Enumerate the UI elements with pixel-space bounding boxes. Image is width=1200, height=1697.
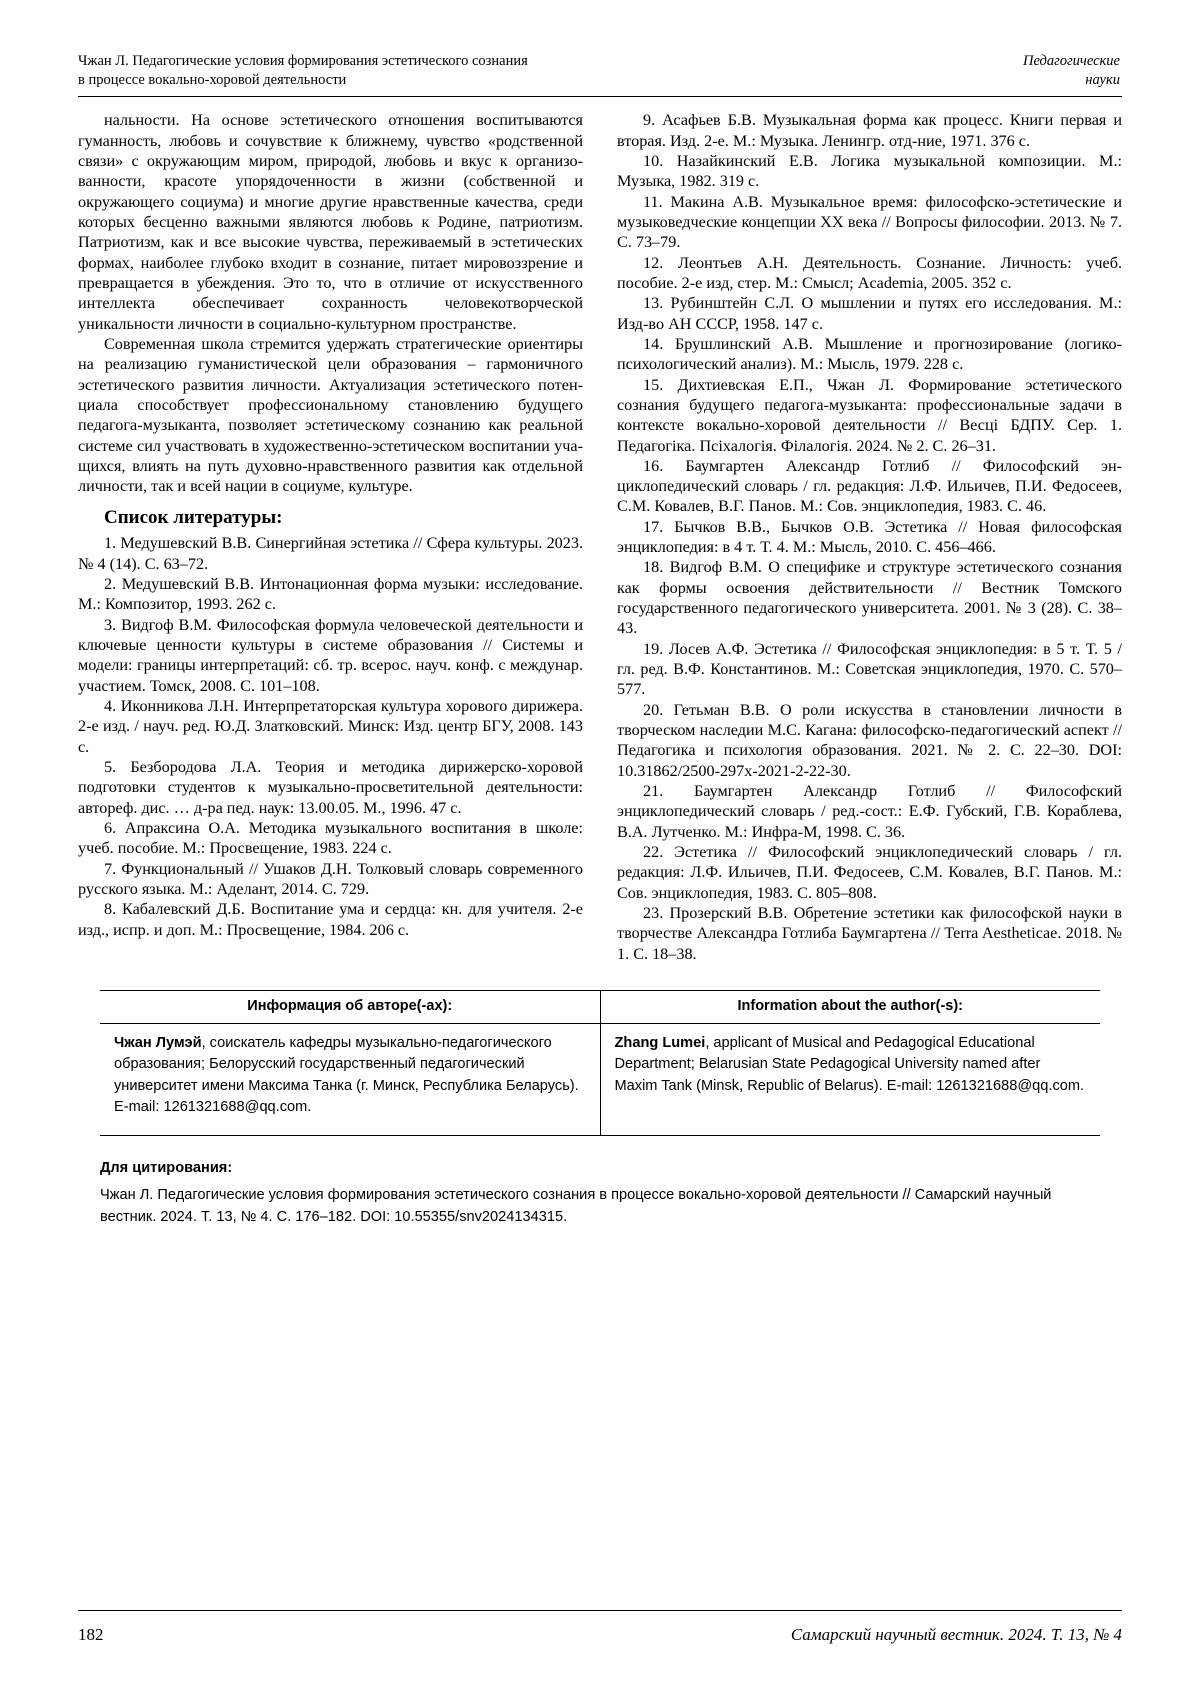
footer-journal: Самарский научный вестник. 2024. Т. 13, № 4 [790,1625,1122,1644]
author-info-header-en: Information about the author(-s): [600,991,1100,1024]
page-number: 182 [78,1625,104,1644]
running-head-right [1023,52,1120,90]
citation-title: Для цитирования: [100,1159,233,1176]
reference-item: 16. Баумгартен Александр Готлиб // Философский энциклопедический словарь / гл. редакция: Л.Ф. Ильичев, П.И. Федосеев, С.М. Ковалев, В.Г. Панов. М.: Сов. энциклопедия, 1983. С. 46. [617,456,1122,516]
reference-item: 20. Гетьман В.В. О роли искусства в становлении личности в творческом наследии М.С. Кагана: философско-педагогический аспект // Педагогика и психология образования. 2021. № 2. С. 22–30. DOI: 10.31862/2500-297х-2021-2-22-30. [617,700,1122,780]
author-info-body-row [100,1024,1100,1136]
reference-item: 8. Кабалевский Д.Б. Воспитание ума и сердца: кн. для учителя. 2-е изд., испр. и доп. М.: Просвещение, 1984. 206 с. [78,900,583,939]
reference-item: 17. Бычков В.В., Бычков О.В. Эстетика // Новая философская энциклопедия: в 4 т. Т. 4. М.: Мысль, 2010. С. 456–466. [617,517,1122,557]
references-heading: Список литературы: [104,507,283,529]
running-head [72,52,1128,90]
author-info-ru-cell [100,1024,600,1136]
author-affiliation-en: , applicant of Musical and Pedagogical Educational Department; Belarusian State Pedagogical University named after Maxim Tank (Minsk, Republic of Belarus). E-mail: 1261321688@qq.com. [614,1035,1085,1094]
reference-item: 1. Медушевский В.В. Синергийная эстетика // Сфера культуры. 2023. № 4 (14). С. 63–72. [78,534,583,573]
reference-item: 18. Видгоф В.М. О специфике и структуре эстетического сознания как формы освоения действительности // Вестник Томского государственного педагогического университета. 2001. № 3 (28). С. 38–43. [617,558,1122,638]
reference-item: 11. Макина А.В. Музыкальное время: философско-эстетические и музыковедческие концепции XX века // Вопросы философии. 2013. № 7. С. 73–79. [617,192,1122,252]
reference-item: 23. Прозерский В.В. Обретение эстетики как философской науки в творчестве Александра Готлиба Баумгартена // Terra Aestheticae. 2018. № 1. С. 18–38. [617,904,1122,963]
body-columns [72,110,1128,964]
reference-item: 5. Безбородова Л.А. Теория и методика дирижерско-хоровой подготовки студентов к музыкально-просветительной деятельности: автореф. дис. … д-ра пед. наук: 13.00.05. М., 1996. 47 с. [78,757,583,817]
running-head-right-line1: Педагогические [1022,53,1120,69]
reference-item: 21. Баумгартен Александр Готлиб // Философский энциклопедический словарь / ред.-сост.: Е.Ф. Губский, Г.В. Кораблева, В.А. Лутченко. М.: Инфра-М, 1998. С. 36. [617,782,1122,841]
running-head-left-line1: Чжан Л. Педагогические условия формирования эстетического сознания [78,53,528,69]
author-affiliation-ru: , соискатель кафедры музыкально-педагогического образования; Белорусский государственный педагогический университет имени Максима Танка (г. Минск, Республика Беларусь). E-mail: 1261321688@qq.com. [114,1035,579,1116]
body-paragraph: нальности. На основе эстетического отношения воспитываются гуманность, любовь и сочувствие к ближнему, чувство «родственной связи» с окружающим миром, природой, любовь и вкус к организованности, красоте упорядоченности в жизни (собственной и окружающего социума) и многие другие нравственные качества, среди которых бесценно важными являются любовь к Родине, патриотизм. Патриотизм, как и все высокие чувства, переживаемый в эстетических формах, наиболее глубоко входит в сознание, питает мировоззрение и превращается в убеждения. Это то, что в отличие от искусственного интеллекта обеспечивает сохранность человекотворческой уникальности личности в социально-культурном пространстве. [78,111,583,333]
author-info-en-cell [600,1024,1100,1136]
reference-item: 3. Видгоф В.М. Философская формула человеческой деятельности и ключевые ценности культуры в системе образования // Системы и модели: границы интерпретаций: сб. тр. всерос. науч. конф. с междунар. участием. Томск, 2008. С. 101–108. [78,615,583,695]
body-paragraph: Современная школа стремится удержать стратегические ориентиры на реализацию гуманистической цели образования – гармоничного эстетического развития личности. Актуализация эстетического потенциала способствует профессиональному становлению будущего педагога-музыканта, позволяет эстетическому сознанию как реальной системе сил участвовать в художественно-эстетическом воспитании учащихся, влиять на путь духовно-нравственного развития как отдельной личности, так и всей нации в социуме, культуре. [78,334,583,496]
reference-item: 4. Иконникова Л.Н. Интерпретаторская культура хорового дирижера. 2-е изд. / науч. ред. Ю.Д. Златковский. Минск: Изд. центр БГУ, 2008. 143 с. [78,696,583,756]
citation-text: Чжан Л. Педагогические условия формирования эстетического сознания в процессе вокально-хоровой деятельности // Самарский научный вестник. 2024. Т. 13, № 4. С. 176–182. DOI: 10.55355/snv2024134315. [100,1187,1052,1225]
reference-item: 2. Медушевский В.В. Интонационная форма музыки: исследование. М.: Композитор, 1993. 262 с. [78,574,583,614]
running-head-left [78,52,528,90]
reference-item: 22. Эстетика // Философский энциклопедический словарь / гл. редакция: Л.Ф. Ильичев, П.И. Федосеев, С.М. Ковалев, В.Г. Панов. М.: Сов. энциклопедия, 1983. С. 805–808. [617,843,1122,902]
reference-item: 12. Леонтьев А.Н. Деятельность. Сознание. Личность: учеб. пособие. 2-е изд, стер. М.: Смысл; Academia, 2005. 352 с. [617,253,1122,292]
citation-block [100,1158,1100,1229]
reference-item: 9. Асафьев Б.В. Музыкальная форма как процесс. Книги первая и вторая. Изд. 2-е. М.: Музыка. Ленингр. отд-ние, 1971. 376 с. [617,111,1122,150]
running-head-left-line2: в процессе вокально-хоровой деятельности [78,72,347,89]
right-column [617,110,1122,964]
running-head-right-line2: науки [1085,72,1120,89]
author-info-table [100,990,1100,1136]
reference-item: 7. Функциональный // Ушаков Д.Н. Толковый словарь современного русского языка. М.: Аделант, 2014. С. 729. [78,859,583,898]
reference-item: 14. Брушлинский А.В. Мышление и прогнозирование (логико-психологический анализ). М.: Мысль, 1979. 228 с. [617,334,1122,374]
author-name-ru: Чжан Лумэй [114,1035,202,1052]
footer-rule [78,1610,1122,1611]
author-info-header-row [100,991,1100,1024]
page-footer [78,1625,1122,1645]
reference-item: 6. Апраксина О.А. Методика музыкального воспитания в школе: учеб. пособие. М.: Просвещение, 1983. 224 с. [78,818,583,858]
author-name-en: Zhang Lumei [614,1035,706,1052]
running-head-rule [78,96,1122,97]
reference-item: 13. Рубинштейн С.Л. О мышлении и путях его исследования. М.: Изд-во АН СССР, 1958. 147 с. [617,294,1122,333]
reference-item: 15. Дихтиевская Е.П., Чжан Л. Формирование эстетического сознания будущего педагога-музыканта: профессиональные задачи в контексте вокально-хоровой деятельности // Весці БДПУ. Сер. 1. Педагогіка. Псіхалогія. Філалогія. 2024. № 2. С. 26–31. [617,375,1122,455]
author-info-header-ru: Информация об авторе(-ах): [100,991,600,1024]
reference-item: 19. Лосев А.Ф. Эстетика // Философская энциклопедия: в 5 т. Т. 5 / гл. ред. В.Ф. Константинов. М.: Советская энциклопедия, 1970. С. 570–577. [617,639,1122,699]
reference-item: 10. Назайкинский Е.В. Логика музыкальной композиции. М.: Музыка, 1982. 319 с. [617,151,1122,191]
left-column [78,110,583,964]
